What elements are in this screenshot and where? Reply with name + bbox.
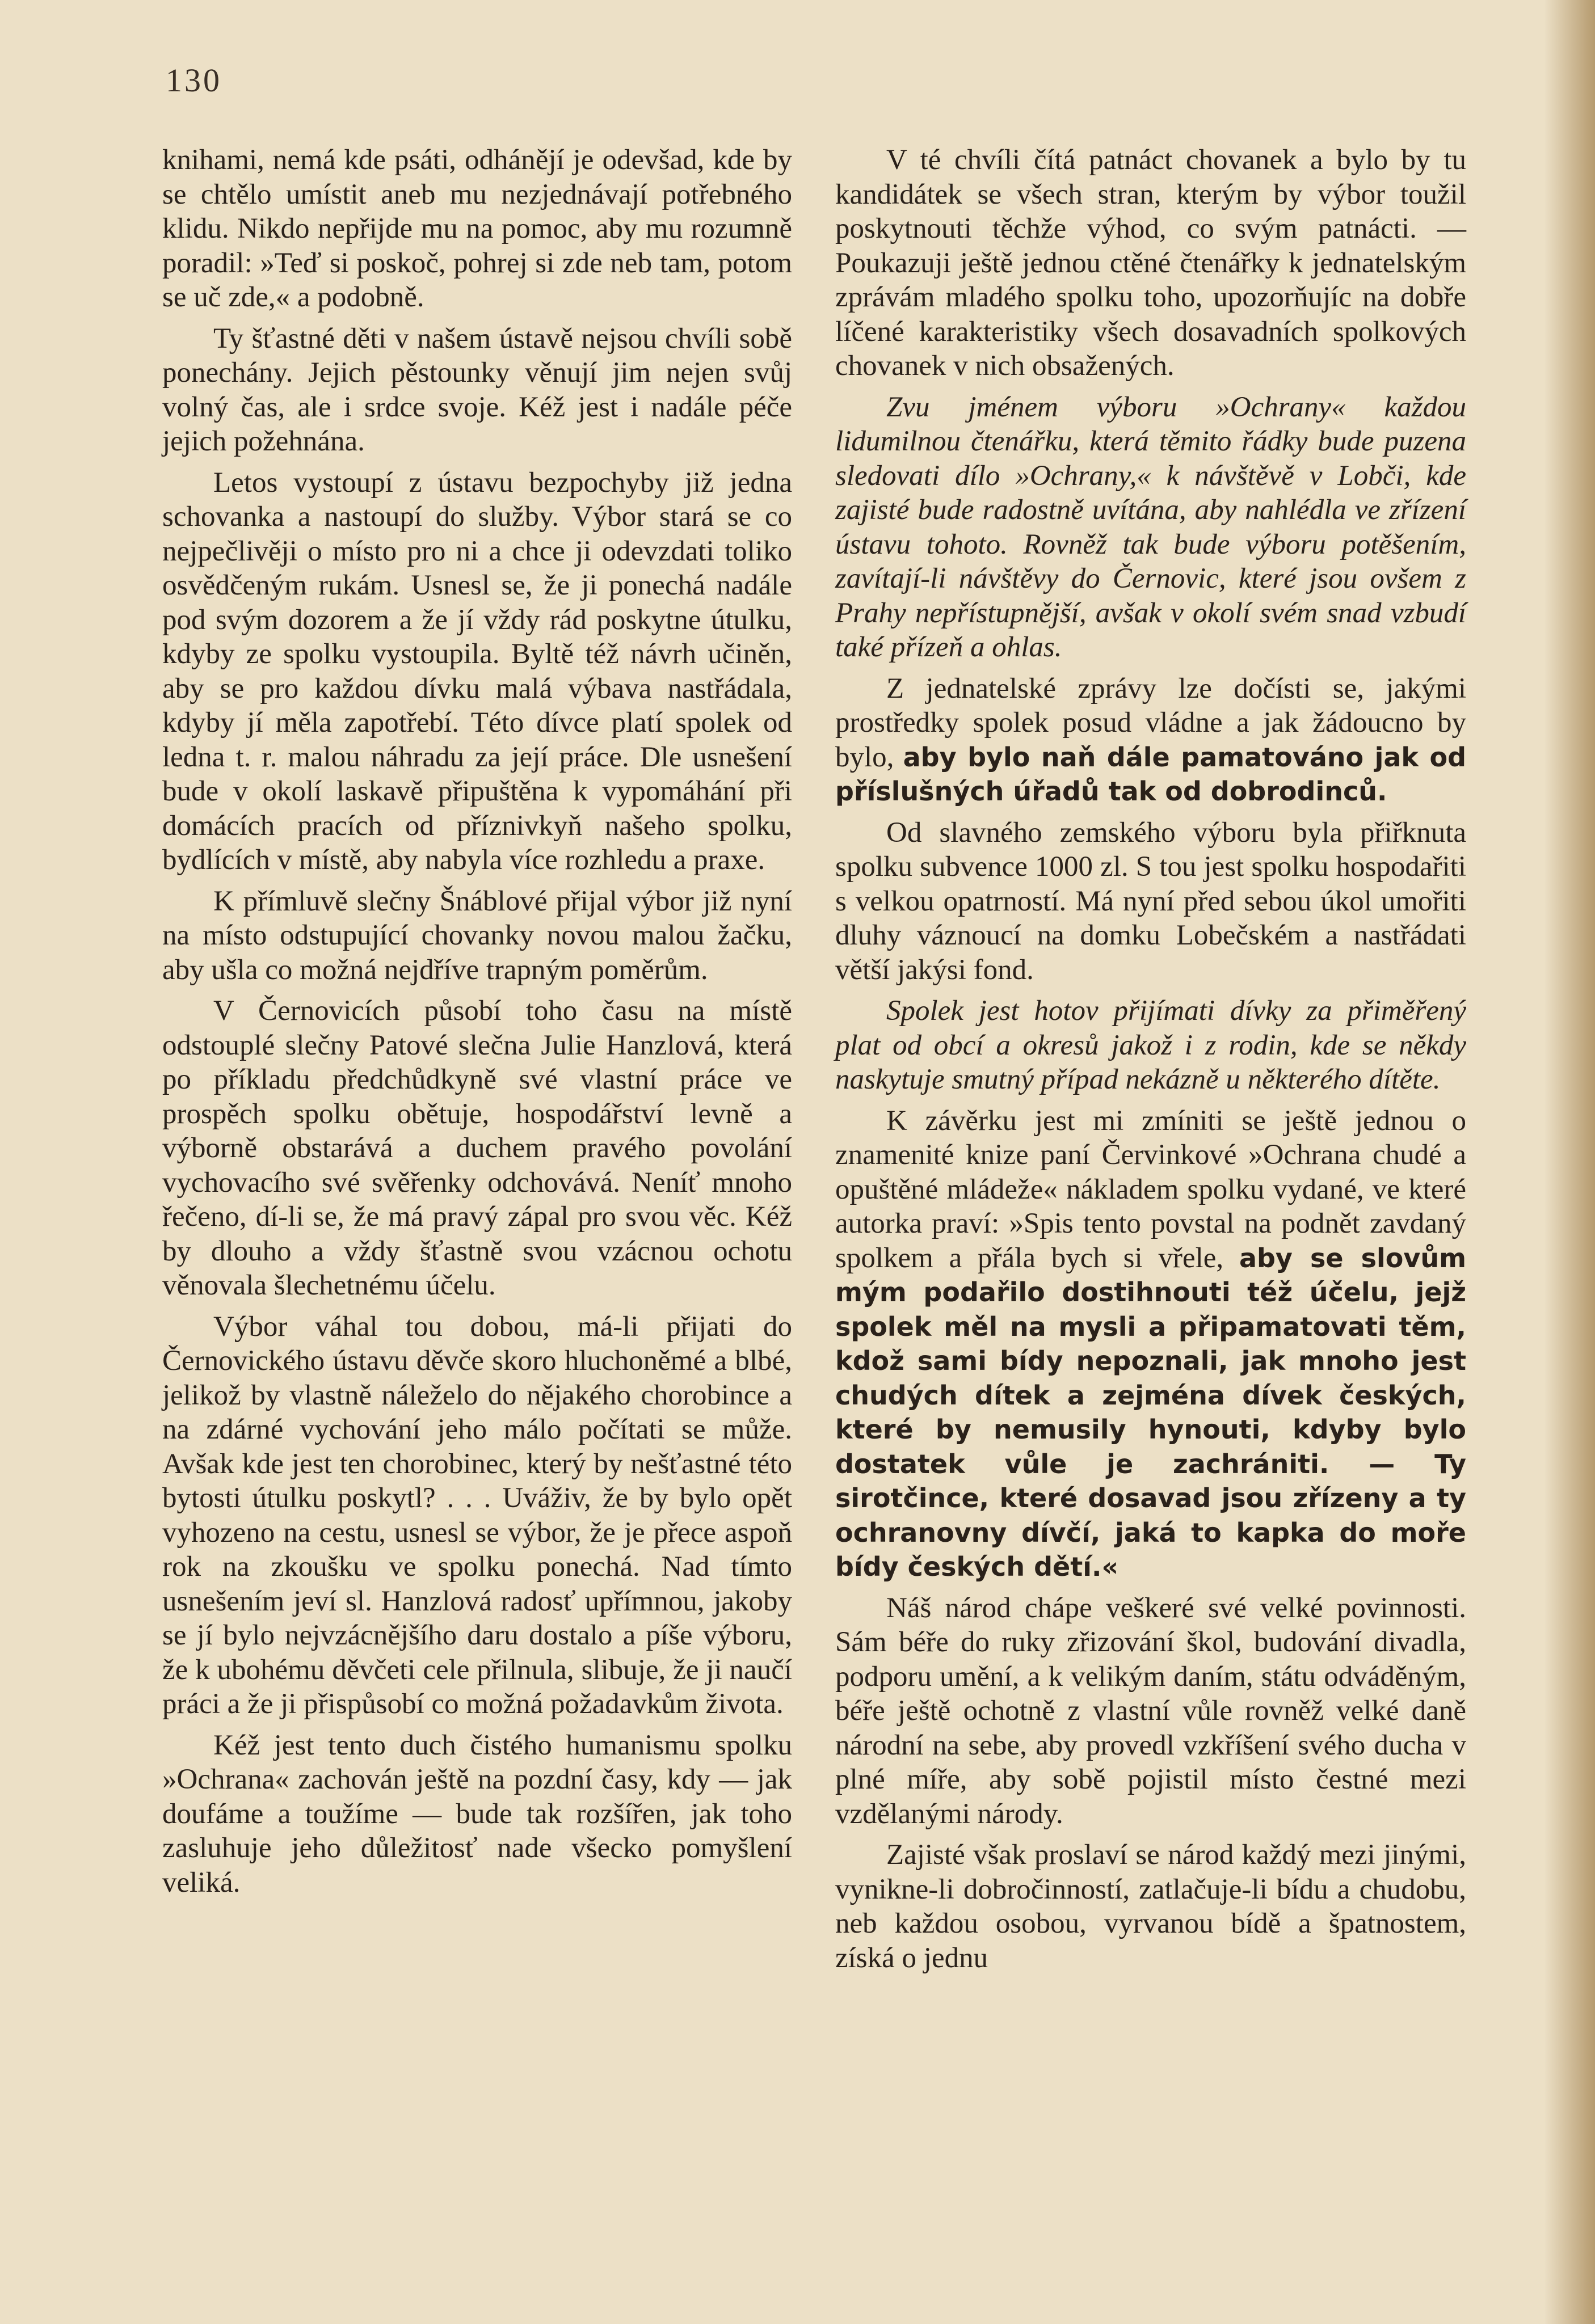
right-paragraph-6-bold: aby se slovům mým podařilo dostihnouti též účelu, jejž spolek měl na mysli a připamatovati těm, kdož sami bídy nepoznali, jak mnoho jest chudých dítek a zejména dívek českých, které by nemusily hynouti, kdyby bylo dostatek vůle je zachrániti. — Ty sirotčince, které dosavad jsou zřízeny a ty ochranovny dívčí, jaká to kapka do moře bídy českých dětí.« [835,1242,1467,1582]
right-paragraph-3 [835,672,1466,809]
right-paragraph-3-bold: aby bylo naň dále pamatováno jak od příslušných úřadů tak od dobrodinců. [835,741,1467,807]
left-paragraph-7: Kéž jest tento duch čistého humanismu spolku »Ochrana« zachován ještě na pozdní časy, kdy — jak doufáme a toužíme — bude tak rozšířen, jak toho zasluhuje jeho důležitosť nade všecko pomyšlení veliká. [162,1729,792,1899]
right-paragraph-3-normal: Z jednatelské zprávy lze dočísti se, jakými prostředky spolek posud vládne a jak žádoucno by bylo, [835,672,1466,773]
left-paragraph-4: K přímluvě slečny Šnáblové přijal výbor již nyní na místo odstupující chovanky novou malou žačku, aby ušla co možná nejdříve trapným poměrům. [162,885,792,986]
left-paragraph-2: Ty šťastné děti v našem ústavě nejsou chvíli sobě ponechány. Jejich pěstounky věnují jim nejen svůj volný čas, ale i srdce svoje. Kéž jest i nadále péče jejich požehnána. [162,322,792,457]
left-paragraph-6: Výbor váhal tou dobou, má-li přijati do Černovického ústavu děvče skoro hluchoněmé a blbé, jelikož by vlastně náleželo do nějakého chorobince a na zdárné vychování jeho málo počítati se může. Avšak kde jest ten chorobinec, který by nešťastné této bytosti útulku poskytl? . . . Uváživ, že by bylo opět vyhozeno na cestu, usnesl se výbor, že je přece aspoň rok na zkoušku ve spolku ponechá. Nad tímto usnešením jeví sl. Hanzlová radosť upřímnou, jakoby se jí bylo nejvzácnějšího daru dostalo a píše výboru, že k ubohému děvčeti cele přilnula, slibuje, že ji naučí práci a že ji přispůsobí co možná požadavkům života. [162,1310,792,1720]
right-paragraph-6-normal: K závěrku jest mi zmíniti se ještě jednou o znamenité knize paní Červinkové »Ochrana chudé a opuštěné mládeže« nákladem spolku vydané, ve které autorka praví: »Spis tento povstal na podnět zavdaný spolkem a přála bych si vřele, [835,1104,1466,1274]
right-paragraph-4: Od slavného zemského výboru byla přiřknuta spolku subvence 1000 zl. S tou jest spolku hospodařiti s velkou opatrností. Má nyní před sebou úkol umořiti dluhy váznoucí na domku Lobečském a nastřádati větší jakýsi fond. [835,816,1466,986]
left-column [162,143,792,1900]
right-paragraph-8: Zajisté však proslaví se národ každý mezi jinými, vynikne-li dobročinností, zatlačuje-li bídu a chudobu, neb každou osobou, vyrvanou bídě a špatnostem, získá o jednu [835,1839,1466,1974]
left-paragraph-1: knihami, nemá kde psáti, odhánějí je odevšad, kde by se chtělo umístit aneb mu nezjednávají potřebného klidu. Nikdo nepřijde mu na pomoc, aby mu rozumně poradil: »Teď si poskoč, pohrej si zde neb tam, potom se uč zde,« a podobně. [162,144,792,313]
page-edge-shadow [1544,0,1595,2324]
right-paragraph-7: Náš národ chápe veškeré své velké povinnosti. Sám béře do ruky zřizování škol, budování divadla, podporu umění, a k velikým daním, státu odváděným, béře ještě ochotně z vlastní vůle rovněž velké daně národní na sebe, aby provedl vzkříšení svého ducha v plné míře, aby sobě pojistil místo čestné mezi vzdělanými národy. [835,1592,1466,1830]
left-paragraph-3: Letos vystoupí z ústavu bezpochyby již jedna schovanka a nastoupí do služby. Výbor stará se co nejpečlivěji o místo pro ni a chce ji odevzdati toliko osvědčeným rukám. Usnesl se, že ji ponechá nadále pod svým dozorem a že jí vždy rád poskytne útulku, kdyby ze spolku vystoupila. Byltě též návrh učiněn, aby se pro každou dívku malá výbava nastřádala, kdyby jí měla zapotřebí. Této dívce platí spolek od ledna t. r. malou náhradu za její práce. Dle usnešení bude v okolí laskavě připuštěna k vypomáhání při domácích pracích od příznivkyň našeho spolku, bydlících v místě, aby nabyla více rozhledu a praxe. [162,466,792,876]
right-paragraph-5-italic: Spolek jest hotov přijímati dívky za přiměřený plat od obcí a okresů jakož i z rodin, kde se někdy naskytuje smutný případ nekázně u některého dítěte. [835,995,1466,1095]
right-paragraph-1: V té chvíli čítá patnáct chovanek a bylo by tu kandidátek se všech stran, kterým by výbor toužil poskytnouti těchže výhod, co svým patnácti. — Poukazuji ještě jednou ctěné čtenářky k jednatelským zprávám mladého spolku toho, upozorňujíc na dobře líčené karakteristiky všech dosavadních spolkových chovanek v nich obsažených. [835,144,1466,382]
left-paragraph-5: V Černovicích působí toho času na místě odstouplé slečny Patové slečna Julie Hanzlová, která po příkladu předchůdkyně své vlastní práce ve prospěch spolku obětuje, hospodářství levně a výborně obstarává a duchem pravého povolání vychovacího své svěřenky odchovává. Neníť mnoho řečeno, dí-li se, že má pravý zápal pro svou věc. Kéž by dlouho a vždy šťastně svou vzácnou ochotu věnovala šlechetnému účelu. [162,995,792,1301]
right-column [835,143,1466,1975]
right-paragraph-6 [835,1104,1466,1584]
right-paragraph-2-italic: Zvu jménem výboru »Ochrany« každou lidumilnou čtenářku, která těmito řádky bude puzena sledovati dílo »Ochrany,« k návštěvě v Lobči, kde zajisté bude radostně uvítána, aby nahlédla ve zřízení ústavu tohoto. Rovněž tak bude výboru potěšením, zavítají-li návštěvy do Černovic, které jsou ovšem z Prahy nepřístupnější, avšak v okolí svém snad vzbudí také přízeň a ohlas. [835,391,1466,663]
page-number: 130 [166,62,222,99]
